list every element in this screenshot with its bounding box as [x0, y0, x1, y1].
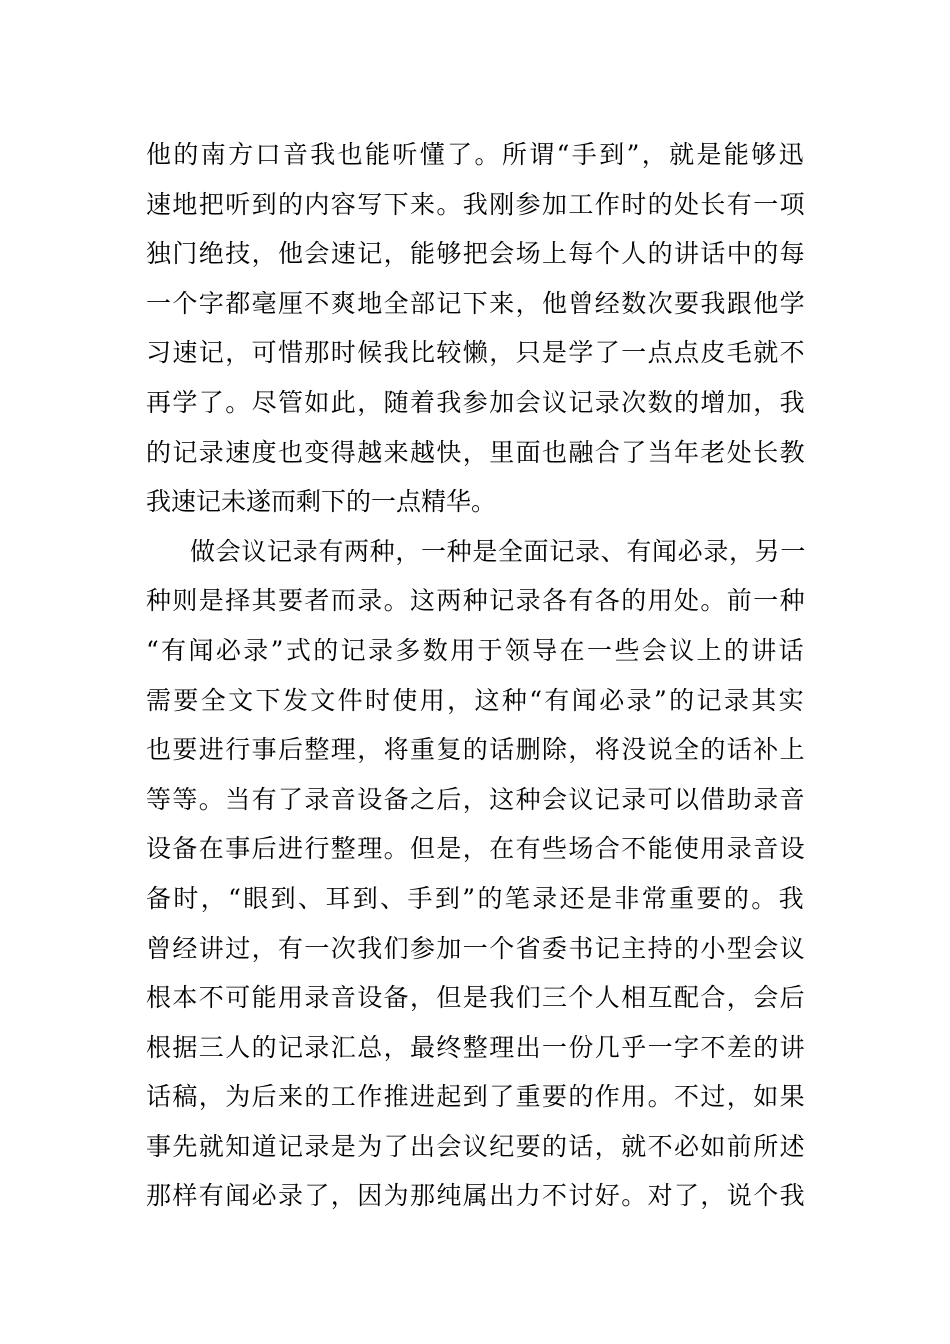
text-line: 习速记，可惜那时候我比较懒，只是学了一点点皮毛就不	[146, 338, 806, 368]
text-line: 需要全文下发文件时使用，这种“有闻必录”的记录其实	[146, 685, 806, 715]
text-line: 备时，“眼到、耳到、手到”的笔录还是非常重要的。我	[146, 883, 806, 913]
text-line: 事先就知道记录是为了出会议纪要的话，就不必如前所述	[146, 1131, 806, 1161]
text-line: 话稿，为后来的工作推进起到了重要的作用。不过，如果	[146, 1082, 806, 1112]
text-line: “有闻必录”式的记录多数用于领导在一些会议上的讲话	[146, 635, 806, 665]
text-line: 那样有闻必录了，因为那纯属出力不讨好。对了，说个我	[146, 1181, 806, 1211]
text-line: 速地把听到的内容写下来。我刚参加工作时的处长有一项	[146, 189, 806, 219]
text-line: 我速记未遂而剩下的一点精华。	[146, 487, 497, 517]
text-line: 根据三人的记录汇总，最终整理出一份几乎一字不差的讲	[146, 1032, 806, 1062]
body-text	[146, 130, 806, 1221]
paragraph-1	[146, 130, 806, 527]
text-line: 也要进行事后整理，将重复的话删除，将没说全的话补上	[146, 735, 806, 765]
text-line: 的记录速度也变得越来越快，里面也融合了当年老处长教	[146, 437, 806, 467]
text-line: 做会议记录有两种，一种是全面记录、有闻必录，另一	[190, 536, 806, 566]
text-line: 独门绝技，他会速记，能够把会场上每个人的讲话中的每	[146, 239, 806, 269]
text-line: 再学了。尽管如此，随着我参加会议记录次数的增加，我	[146, 387, 806, 417]
text-line: 种则是择其要者而录。这两种记录各有各的用处。前一种	[146, 586, 806, 616]
text-line: 曾经讲过，有一次我们参加一个省委书记主持的小型会议	[146, 933, 806, 963]
text-line: 一个字都毫厘不爽地全部记下来，他曾经数次要我跟他学	[146, 288, 806, 318]
text-line: 设备在事后进行整理。但是，在有些场合不能使用录音设	[146, 834, 806, 864]
paragraph-2	[146, 527, 806, 1221]
text-line: 他的南方口音我也能听懂了。所谓“手到”，就是能够迅	[146, 140, 806, 169]
text-line: 根本不可能用录音设备，但是我们三个人相互配合，会后	[146, 983, 806, 1013]
text-line: 等等。当有了录音设备之后，这种会议记录可以借助录音	[146, 784, 806, 814]
